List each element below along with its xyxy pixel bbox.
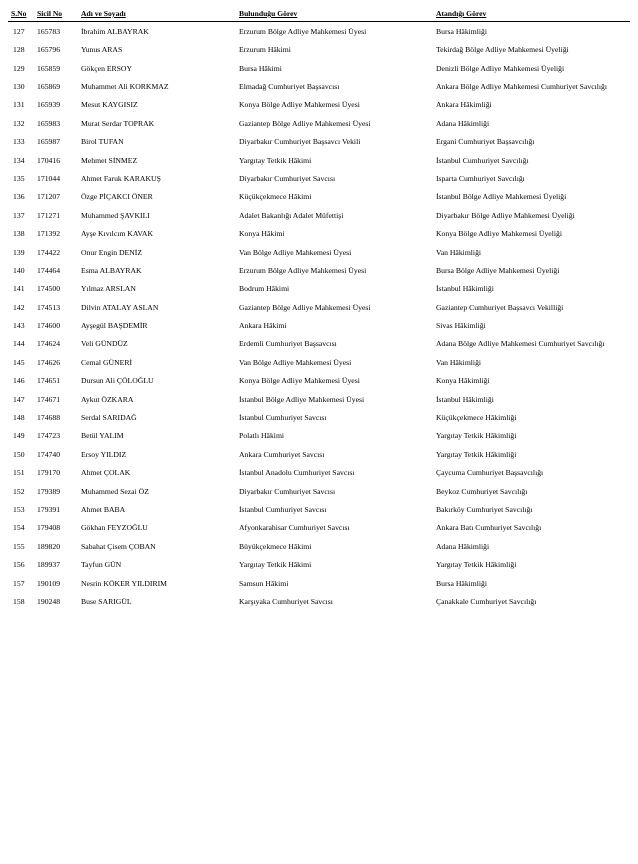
cell-sicil-no: 190109 (37, 578, 61, 588)
table-row (8, 243, 630, 261)
cell-new-post: Yargıtay Tetkik Hâkimliği (436, 449, 517, 459)
table-row (8, 96, 630, 114)
cell-name: Ahmet Faruk KARAKUŞ (81, 173, 161, 183)
table-row (8, 556, 630, 574)
cell-current-post: Adalet Bakanlığı Adalet Müfettişi (239, 210, 344, 220)
cell-name: Birol TUFAN (81, 137, 124, 147)
cell-sno: 129 (13, 63, 25, 73)
cell-sicil-no: 165987 (37, 137, 61, 147)
table-row (8, 78, 630, 96)
cell-new-post: Van Hâkimliği (436, 247, 482, 257)
cell-name: Dursun Ali ÇÖLOĞLU (81, 376, 154, 386)
cell-name: Tayfun GÜN (81, 560, 122, 570)
column-header-sno: S.No (8, 8, 34, 22)
table-row (8, 151, 630, 169)
cell-sicil-no: 165859 (37, 63, 61, 73)
table-row (8, 464, 630, 482)
cell-sicil-no: 174464 (37, 265, 61, 275)
cell-sno: 149 (13, 431, 25, 441)
cell-sno: 127 (13, 26, 25, 36)
table-row (8, 114, 630, 132)
cell-current-post: Büyükçekmece Hâkimi (239, 541, 312, 551)
cell-name: Serdal SARIDAĞ (81, 413, 137, 423)
cell-sicil-no: 171271 (37, 210, 61, 220)
cell-new-post: Adana Hâkimliği (436, 118, 490, 128)
table-row (8, 501, 630, 519)
cell-new-post: Bursa Hâkimliği (436, 578, 488, 588)
table-row (8, 298, 630, 316)
cell-sicil-no: 174651 (37, 376, 61, 386)
cell-current-post: Ankara Hâkimi (239, 321, 287, 331)
cell-sno: 140 (13, 265, 25, 275)
cell-name: Dilvin ATALAY ASLAN (81, 302, 159, 312)
cell-sno: 139 (13, 247, 25, 257)
cell-sno: 135 (13, 173, 25, 183)
cell-sicil-no: 174723 (37, 431, 61, 441)
cell-sicil-no: 179170 (37, 468, 61, 478)
cell-sno: 133 (13, 137, 25, 147)
cell-current-post: Bodrum Hâkimi (239, 284, 290, 294)
table-row (8, 537, 630, 555)
cell-new-post: Bakırköy Cumhuriyet Savcılığı (436, 505, 533, 514)
cell-current-post: Konya Bölge Adliye Mahkemesi Üyesi (239, 100, 360, 110)
cell-sicil-no: 174600 (37, 321, 61, 331)
cell-name: Ahmet ÇOLAK (81, 468, 131, 478)
cell-name: Yılmaz ARSLAN (81, 284, 136, 294)
cell-name: Gökhan FEYZOĞLU (81, 523, 148, 533)
cell-new-post: Çanakkale Cumhuriyet Savcılığı (436, 596, 537, 606)
cell-current-post: Bursa Hâkimi (239, 63, 282, 73)
table-row (8, 353, 630, 371)
cell-current-post: Van Bölge Adliye Mahkemesi Üyesi (239, 247, 352, 257)
cell-current-post: Erdemli Cumhuriyet Başsavcısı (239, 339, 337, 349)
cell-current-post: Konya Bölge Adliye Mahkemesi Üyesi (239, 376, 360, 386)
table-row (8, 445, 630, 463)
cell-current-post: Diyarbakır Cumhuriyet Savcısı (239, 173, 336, 183)
cell-new-post: Adana Hâkimliği (436, 541, 490, 551)
cell-new-post: Yargıtay Tetkik Hâkimliği (436, 431, 517, 441)
appointments-table (8, 8, 630, 611)
column-header-current-post: Bulunduğu Görev (236, 8, 433, 22)
cell-name: Aykut ÖZKARA (81, 394, 134, 404)
cell-sno: 158 (13, 596, 25, 606)
cell-sno: 144 (13, 339, 25, 349)
table-row (8, 22, 630, 41)
cell-sicil-no: 179391 (37, 505, 61, 514)
cell-current-post: Polatlı Hâkimi (239, 431, 285, 441)
cell-sicil-no: 174422 (37, 247, 61, 257)
cell-sno: 143 (13, 321, 25, 331)
cell-new-post: Bursa Hâkimliği (436, 26, 488, 36)
cell-sno: 147 (13, 394, 25, 404)
cell-sno: 152 (13, 486, 25, 496)
cell-new-post: Gaziantep Cumhuriyet Başsavcı Vekilliği (436, 302, 564, 312)
cell-sicil-no: 174624 (37, 339, 61, 349)
cell-new-post: Denizli Bölge Adliye Mahkemesi Üyeliği (436, 63, 565, 73)
cell-name: Mehmet SİNMEZ (81, 155, 138, 165)
table-row (8, 59, 630, 77)
cell-new-post: Konya Hâkimliği (436, 376, 490, 386)
cell-current-post: Gaziantep Bölge Adliye Mahkemesi Üyesi (239, 302, 371, 312)
cell-current-post: Samsun Hâkimi (239, 578, 289, 588)
cell-name: Ayşe Kıvılcım KAVAK (81, 229, 154, 239)
table-row (8, 519, 630, 537)
cell-current-post: Erzurum Hâkimi (239, 45, 291, 55)
cell-name: Nesrin KÖKER YILDIRIM (81, 578, 167, 588)
cell-sicil-no: 174688 (37, 413, 61, 423)
cell-new-post: Ankara Bölge Adliye Mahkemesi Cumhuriyet Savcılığı (436, 82, 608, 92)
cell-sicil-no: 174513 (37, 302, 61, 312)
table-header (8, 8, 630, 22)
cell-sicil-no: 171392 (37, 229, 61, 239)
cell-current-post: Afyonkarahisar Cumhuriyet Savcısı (239, 523, 350, 533)
cell-current-post: İstanbul Anadolu Cumhuriyet Savcısı (239, 468, 355, 478)
cell-new-post: Ankara Batı Cumhuriyet Savcılığı (436, 523, 542, 533)
cell-name: Veli GÜNDÜZ (81, 339, 128, 349)
cell-sno: 136 (13, 192, 25, 202)
cell-name: Mesut KAYGISIZ (81, 100, 138, 110)
cell-current-post: İstanbul Cumhuriyet Savcısı (239, 413, 327, 423)
table-row (8, 574, 630, 592)
cell-sicil-no: 174626 (37, 357, 61, 367)
cell-new-post: İstanbul Hâkimliği (436, 284, 494, 294)
cell-new-post: Yargıtay Tetkik Hâkimliği (436, 560, 517, 570)
cell-current-post: Erzurum Bölge Adliye Mahkemesi Üyesi (239, 26, 367, 36)
cell-current-post: İstanbul Bölge Adliye Mahkemesi Üyesi (239, 394, 365, 404)
table-row (8, 482, 630, 500)
cell-name: Yunus ARAS (81, 45, 123, 55)
cell-sicil-no: 189937 (37, 560, 61, 570)
table-row (8, 390, 630, 408)
cell-current-post: Karşıyaka Cumhuriyet Savcısı (239, 596, 333, 606)
table-row (8, 188, 630, 206)
cell-sno: 154 (13, 523, 25, 533)
cell-new-post: Tekirdağ Bölge Adliye Mahkemesi Üyeliği (436, 45, 569, 55)
cell-new-post: Isparta Cumhuriyet Savcılığı (436, 173, 525, 183)
cell-sno: 155 (13, 541, 25, 551)
cell-new-post: Çaycuma Cumhuriyet Başsavcılığı (436, 468, 544, 478)
cell-sno: 151 (13, 468, 25, 478)
table-header-row (8, 8, 630, 22)
table-row (8, 427, 630, 445)
cell-current-post: Yargıtay Tetkik Hâkimi (239, 560, 312, 570)
cell-sno: 134 (13, 155, 25, 165)
cell-new-post: İstanbul Bölge Adliye Mahkemesi Üyeliği (436, 192, 567, 202)
cell-sicil-no: 190248 (37, 596, 61, 606)
cell-new-post: Adana Bölge Adliye Mahkemesi Cumhuriyet Savcılığı (436, 339, 605, 349)
cell-name: Cemal GÜNERİ (81, 357, 133, 367)
cell-sno: 137 (13, 210, 25, 220)
cell-sicil-no: 171044 (37, 173, 61, 183)
table-row (8, 133, 630, 151)
cell-current-post: Elmadağ Cumhuriyet Başsavcısı (239, 82, 340, 92)
cell-new-post: Diyarbakır Bölge Adliye Mahkemesi Üyeliği (436, 210, 575, 220)
cell-sno: 146 (13, 376, 25, 386)
table-row (8, 41, 630, 59)
cell-current-post: Küçükçekmece Hâkimi (239, 192, 312, 202)
cell-name: Muhammed Sezai ÖZ (81, 486, 149, 496)
table-row (8, 169, 630, 187)
table-row (8, 261, 630, 279)
cell-sno: 156 (13, 560, 25, 570)
cell-current-post: Diyarbakır Cumhuriyet Savcısı (239, 486, 336, 496)
cell-sno: 132 (13, 118, 25, 128)
cell-sicil-no: 179389 (37, 486, 61, 496)
cell-name: Betül YALIM (81, 431, 124, 441)
cell-new-post: Ergani Cumhuriyet Başsavcılığı (436, 137, 535, 147)
cell-sno: 131 (13, 100, 25, 110)
cell-name: Sabahat Çisem ÇOBAN (81, 541, 156, 551)
cell-name: Onur Engin DENİZ (81, 247, 143, 257)
cell-name: Ahmet BABA (81, 505, 126, 514)
cell-name: İbrahim ALBAYRAK (81, 26, 149, 36)
cell-sicil-no: 165939 (37, 100, 61, 110)
cell-sicil-no: 174740 (37, 449, 61, 459)
cell-sno: 142 (13, 302, 25, 312)
cell-current-post: Diyarbakır Cumhuriyet Başsavcı Vekili (239, 137, 361, 147)
cell-sno: 130 (13, 82, 25, 92)
cell-name: Özge PİÇAKCI ÖNER (81, 192, 153, 202)
cell-name: Buse SARIGÜL (81, 596, 132, 606)
table-row (8, 592, 630, 610)
cell-new-post: İstanbul Cumhuriyet Savcılığı (436, 155, 529, 165)
cell-sicil-no: 165783 (37, 26, 61, 36)
cell-sno: 145 (13, 357, 25, 367)
cell-sicil-no: 165796 (37, 45, 61, 55)
table-row (8, 206, 630, 224)
table-row (8, 372, 630, 390)
cell-new-post: Beykoz Cumhuriyet Savcılığı (436, 486, 528, 496)
cell-new-post: Ankara Hâkimliği (436, 100, 492, 110)
cell-name: Ersoy YILDIZ (81, 449, 127, 459)
cell-sicil-no: 171207 (37, 192, 61, 202)
cell-new-post: İstanbul Hâkimliği (436, 394, 494, 404)
cell-name: Muhammed ŞAVKILI (81, 210, 150, 220)
cell-name: Gökçen ERSOY (81, 63, 133, 73)
cell-sicil-no: 189820 (37, 541, 61, 551)
cell-new-post: Sivas Hâkimliği (436, 321, 486, 331)
cell-sno: 128 (13, 45, 25, 55)
cell-current-post: Konya Hâkimi (239, 229, 285, 239)
column-header-name: Adı ve Soyadı (78, 8, 236, 22)
cell-sicil-no: 174671 (37, 394, 61, 404)
cell-name: Ayşegül BAŞDEMİR (81, 321, 148, 331)
cell-sno: 141 (13, 284, 25, 294)
cell-current-post: Gaziantep Bölge Adliye Mahkemesi Üyesi (239, 118, 371, 128)
cell-sicil-no: 170416 (37, 155, 61, 165)
cell-current-post: Erzurum Bölge Adliye Mahkemesi Üyesi (239, 265, 367, 275)
cell-new-post: Van Hâkimliği (436, 357, 482, 367)
table-row (8, 280, 630, 298)
table-row (8, 317, 630, 335)
cell-sno: 148 (13, 413, 25, 423)
cell-sno: 138 (13, 229, 25, 239)
column-header-new-post: Atandığı Görev (433, 8, 630, 22)
cell-sno: 157 (13, 578, 25, 588)
cell-current-post: Van Bölge Adliye Mahkemesi Üyesi (239, 357, 352, 367)
cell-current-post: Yargıtay Tetkik Hâkimi (239, 155, 312, 165)
cell-name: Muhammet Ali KORKMAZ (81, 82, 169, 92)
cell-sicil-no: 165869 (37, 82, 61, 92)
table-body (8, 22, 630, 611)
cell-name: Esma ALBAYRAK (81, 265, 142, 275)
cell-new-post: Bursa Bölge Adliye Mahkemesi Üyeliği (436, 265, 560, 275)
column-header-sicil-no: Sicil No (34, 8, 78, 22)
cell-sicil-no: 179408 (37, 523, 61, 533)
cell-sno: 153 (13, 505, 25, 514)
table-row (8, 335, 630, 353)
cell-new-post: Küçükçekmece Hâkimliği (436, 413, 517, 423)
cell-new-post: Konya Bölge Adliye Mahkemesi Üyeliği (436, 229, 562, 239)
table-row (8, 225, 630, 243)
cell-name: Murat Serdar TOPRAK (81, 118, 155, 128)
cell-sno: 150 (13, 449, 25, 459)
cell-current-post: İstanbul Cumhuriyet Savcısı (239, 505, 327, 514)
table-row (8, 409, 630, 427)
cell-current-post: Ankara Cumhuriyet Savcısı (239, 449, 325, 459)
cell-sicil-no: 174500 (37, 284, 61, 294)
cell-sicil-no: 165983 (37, 118, 61, 128)
